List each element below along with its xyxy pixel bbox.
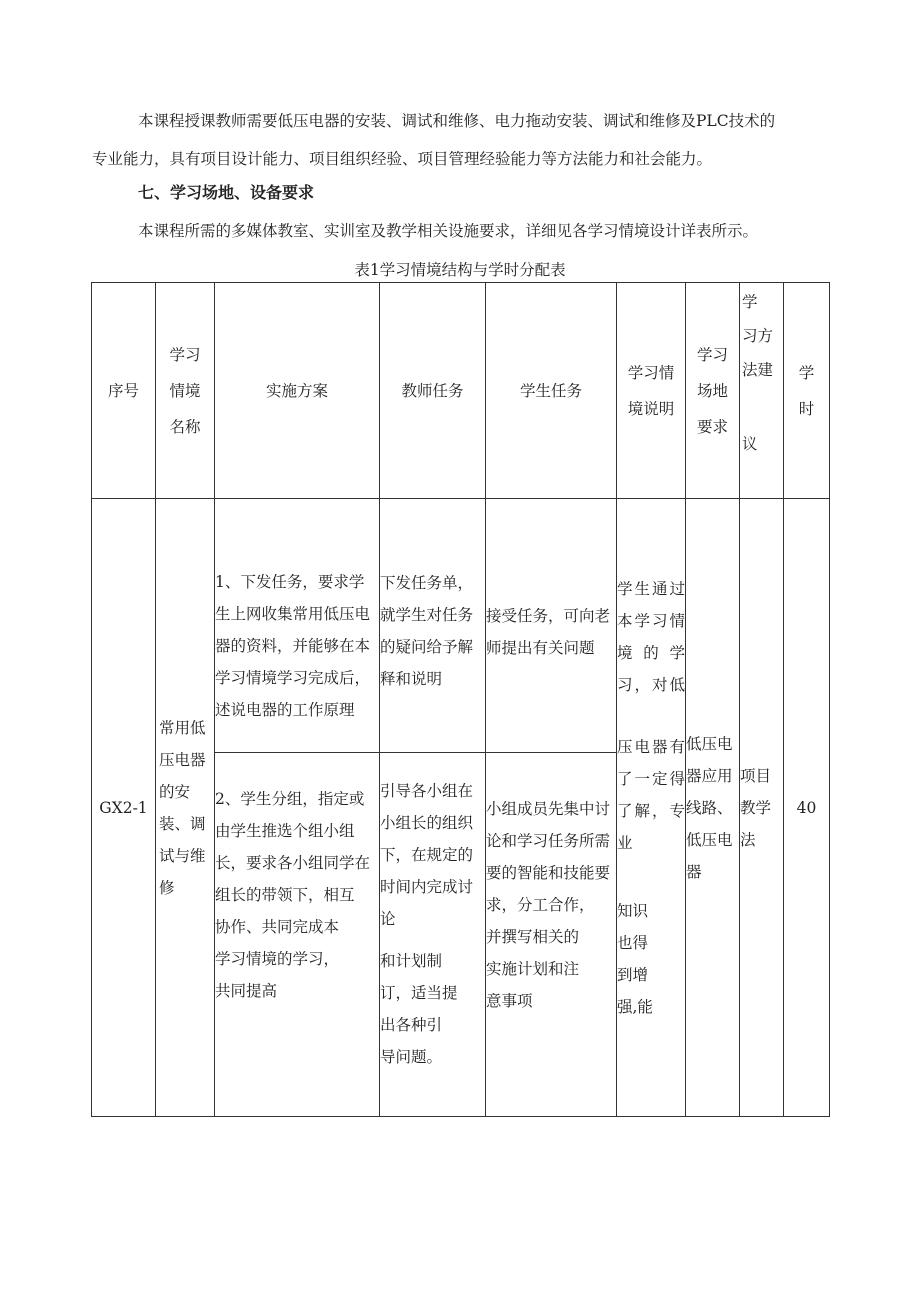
section-heading: 七、学习场地、设备要求 xyxy=(138,183,315,202)
row-name: 常用低压电器的安装、调试与维修 xyxy=(156,499,215,1117)
row-student-a: 接受任务，可向老师提出有关问题 xyxy=(486,499,617,753)
row-seq: GX2-1 xyxy=(92,499,156,1117)
section-body: 本课程所需的多媒体教室、实训室及教学相关设施要求，详细见各学习情境设计详表所示。 xyxy=(138,222,759,240)
header-teacher: 教师任务 xyxy=(380,283,486,499)
header-hours: 学 时 xyxy=(784,283,830,499)
row-site: 低压电器应用线路、低压电器 xyxy=(686,499,740,1117)
row-method: 项目教学法 xyxy=(740,499,784,1117)
row-student-b: 小组成员先集中讨论和学习任务所需要的智能和技能要求，分工合作， 并撰写相关的 实施计划和注 意事项 xyxy=(486,753,617,1117)
row-plan-b: 2、学生分组，指定或由学生推选个组小组长，要求各小组同学在组长的带领下，相互 协作、共同完成本 学习情境的学习， 共同提高 xyxy=(215,753,380,1117)
header-plan: 实施方案 xyxy=(215,283,380,499)
header-row xyxy=(92,283,830,499)
header-desc: 学习情 境说明 xyxy=(617,283,686,499)
row-teacher-a: 下发任务单，就学生对任务的疑问给予解释和说明 xyxy=(380,499,486,753)
row-plan-a: 1、下发任务，要求学生上网收集常用低压电器的资料，并能够在本学习情境学习完成后，述说电器的工作原理 xyxy=(215,499,380,753)
intro-line-1: 本课程授课教师需要低压电器的安装、调试和维修、电力拖动安装、调试和维修及PLC技术的 xyxy=(138,112,776,130)
row-hours: 40 xyxy=(784,499,830,1117)
table-row xyxy=(92,499,830,753)
header-site: 学习 场地 要求 xyxy=(686,283,740,499)
intro-line-2: 专业能力，具有项目设计能力、项目组织经验、项目管理经验能力等方法能力和社会能力。 xyxy=(92,150,713,168)
row-desc: 学生通过本学习情境的学习，对低 压电器有了一定得了解，专业 知识 也得 到增 强,能 xyxy=(617,499,686,1117)
header-name: 学习 情境 名称 xyxy=(156,283,215,499)
header-seq: 序号 xyxy=(92,283,156,499)
row-teacher-b: 引导各小组在小组长的组织下，在规定的时间内完成讨论 和计划制 订，适当提 出各种引 导问题。 xyxy=(380,753,486,1117)
header-student: 学生任务 xyxy=(486,283,617,499)
header-method: 学 习方 法建 议 xyxy=(740,283,784,499)
table-caption: 表1学习情境结构与学时分配表 xyxy=(354,261,566,279)
schedule-table xyxy=(91,282,830,1117)
